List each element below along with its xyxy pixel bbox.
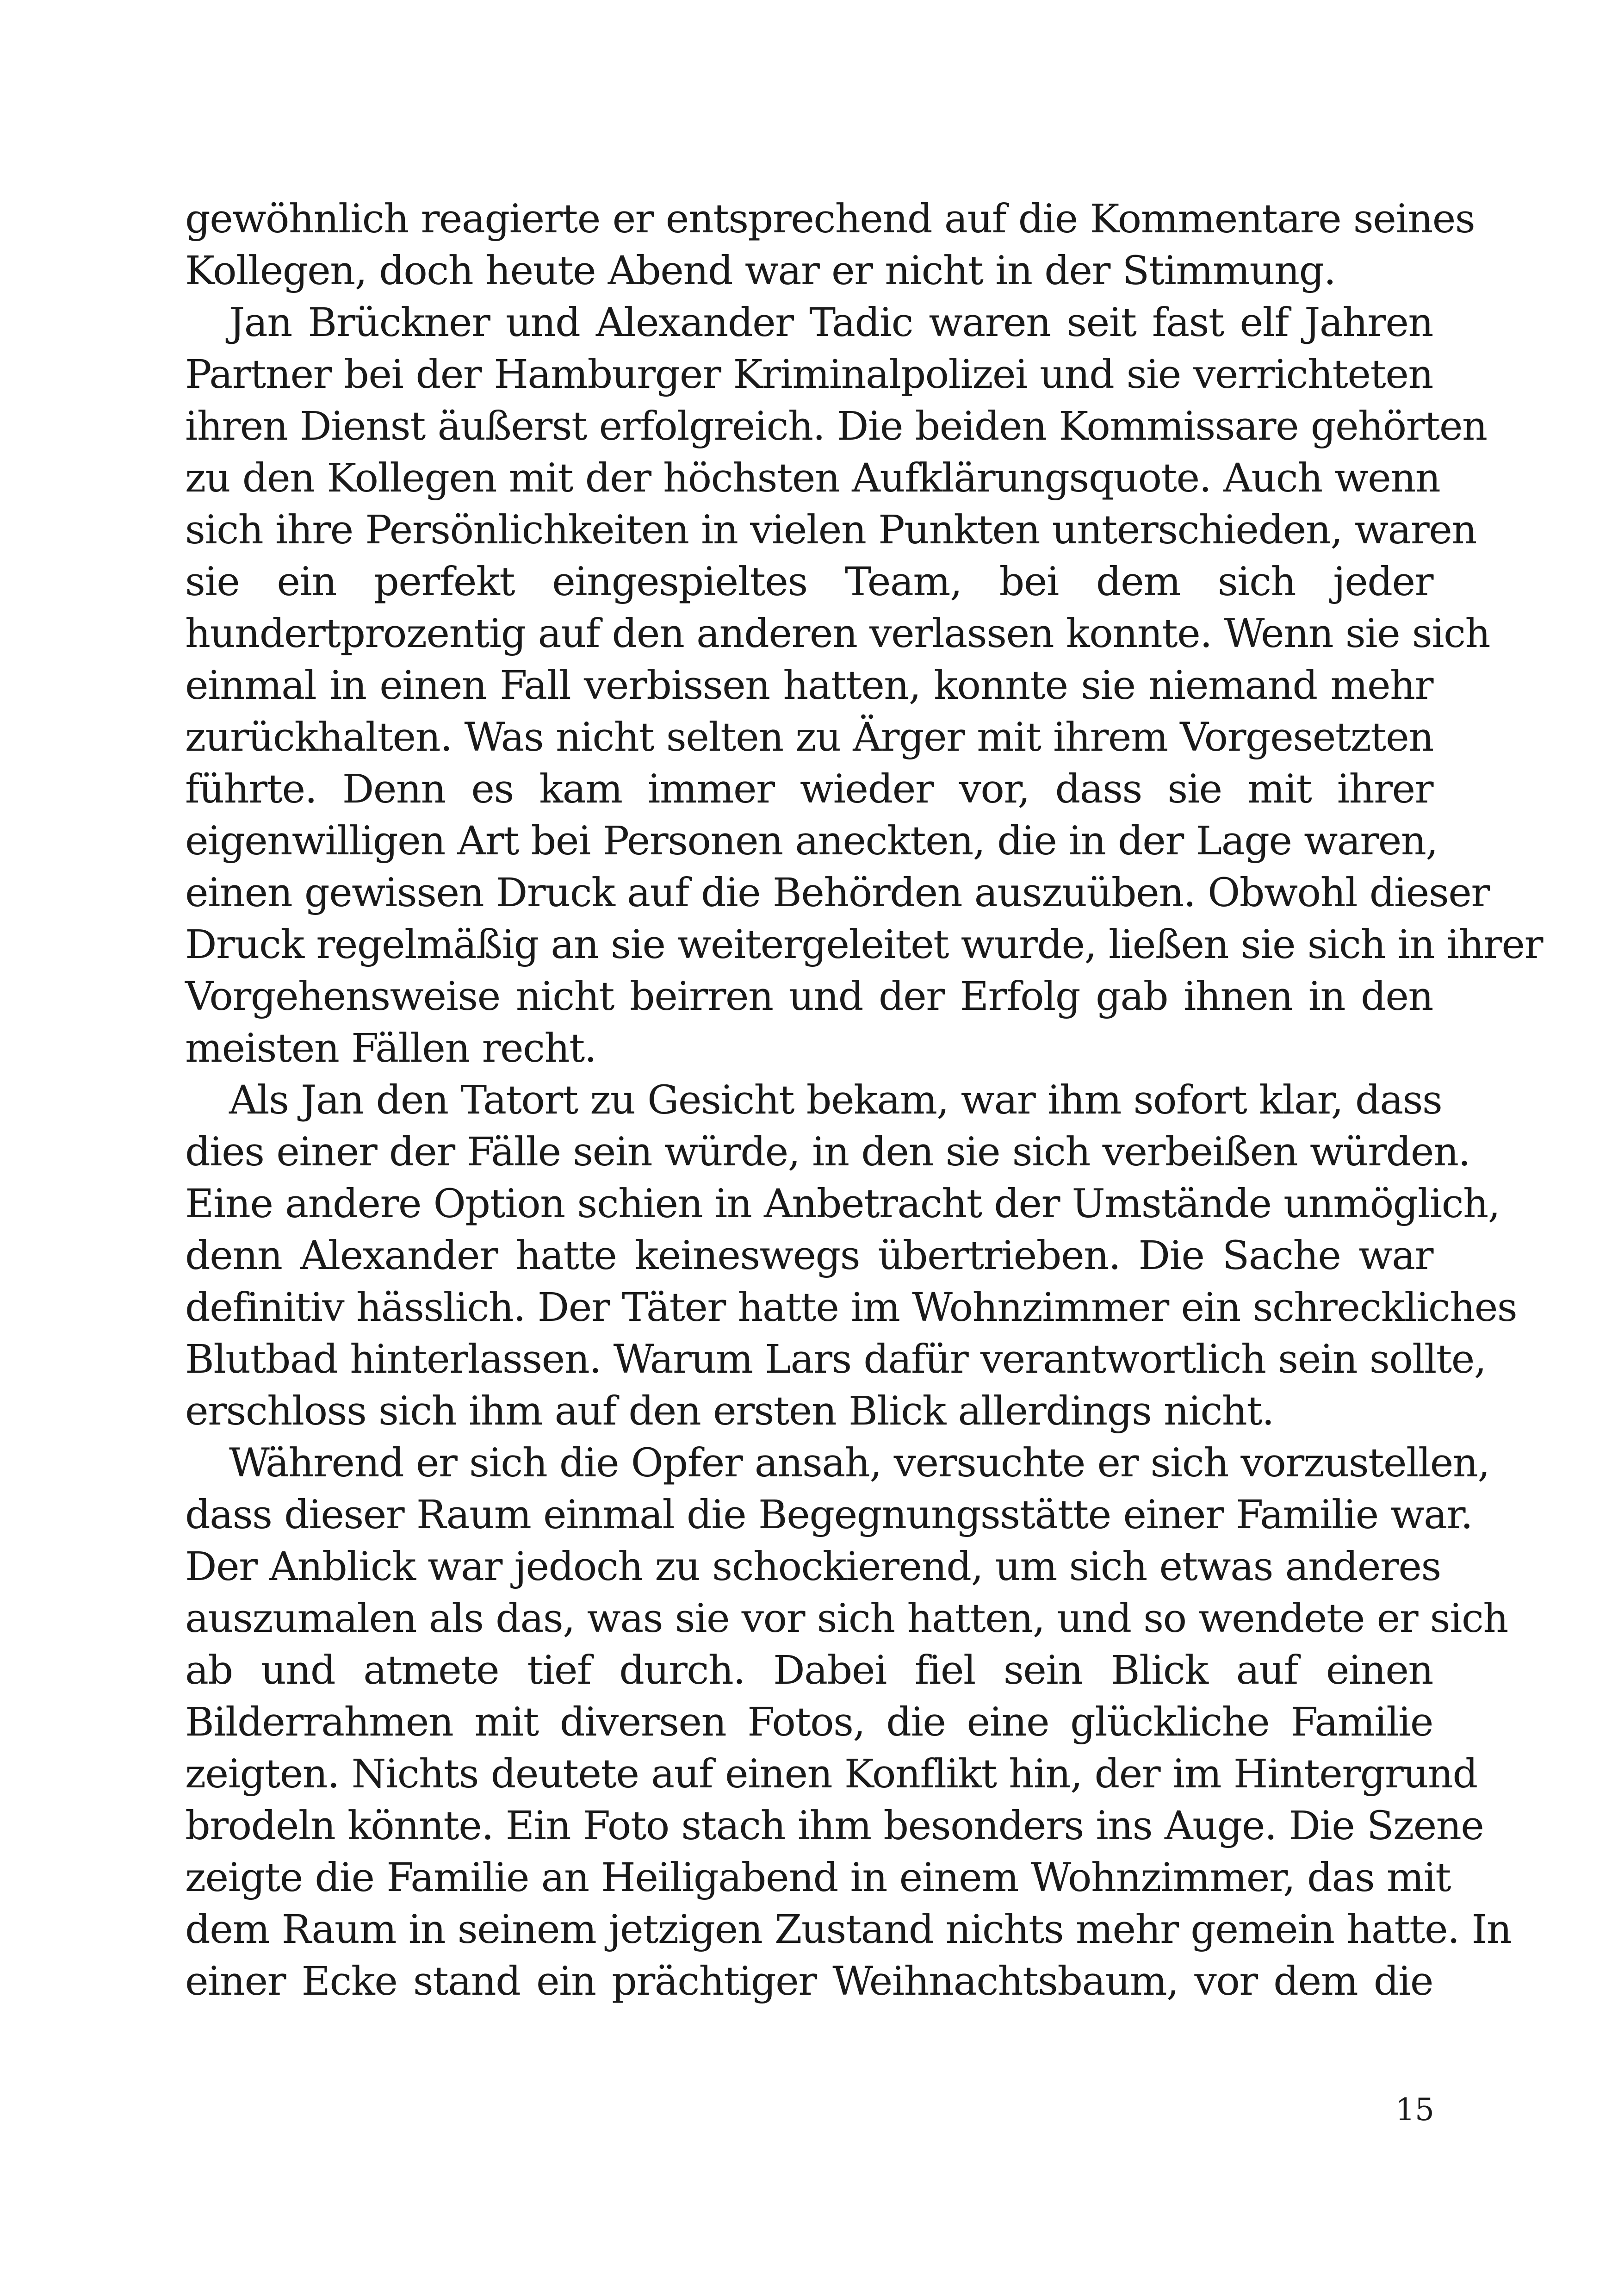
paragraph	[185, 193, 1475, 297]
text-line: eigenwilligen Art bei Personen aneckten, die in der Lage waren,	[185, 818, 1438, 864]
text-line: zurückhalten. Was nicht selten zu Ärger mit ihrem Vorgesetzten	[185, 715, 1433, 760]
book-page-body	[185, 193, 1543, 2008]
text-line: dass dieser Raum einmal die Begegnungsstätte einer Familie war.	[185, 1492, 1473, 1538]
text-line: dem Raum in seinem jetzigen Zustand nichts mehr gemein hatte. In	[185, 1907, 1512, 1953]
text-line: Bilderrahmen mit diversen Fotos, die eine glückliche Familie	[185, 1699, 1433, 1745]
text-line: erschloss sich ihm auf den ersten Blick allerdings nicht.	[185, 1388, 1274, 1434]
text-line: einer Ecke stand ein prächtiger Weihnachtsbaum, vor dem die	[185, 1959, 1433, 2004]
text-line: Vorgehensweise nicht beirren und der Erfolg gab ihnen in den	[185, 974, 1433, 1020]
text-line: meisten Fällen recht.	[185, 1026, 596, 1071]
text-line: hundertprozentig auf den anderen verlassen konnte. Wenn sie sich	[185, 611, 1490, 657]
text-line: denn Alexander hatte keineswegs übertrieben. Die Sache war	[185, 1233, 1433, 1279]
text-line: Eine andere Option schien in Anbetracht der Umstände unmöglich,	[185, 1181, 1500, 1227]
text-line: Der Anblick war jedoch zu schockierend, um sich etwas anderes	[185, 1544, 1441, 1590]
text-line: Als Jan den Tatort zu Gesicht bekam, war ihm sofort klar, dass	[229, 1077, 1442, 1123]
text-line: Jan Brückner und Alexander Tadic waren seit fast elf Jahren	[229, 300, 1433, 346]
text-line: gewöhnlich reagierte er entsprechend auf die Kommentare seines	[185, 196, 1475, 242]
text-line: Druck regelmäßig an sie weitergeleitet wurde, ließen sie sich in ihrer	[185, 922, 1543, 968]
text-line: ihren Dienst äußerst erfolgreich. Die beiden Kommissare gehörten	[185, 404, 1487, 449]
text-line: sie ein perfekt eingespieltes Team, bei dem sich jeder	[185, 559, 1433, 605]
text-line: sich ihre Persönlichkeiten in vielen Punkten unterschieden, waren	[185, 507, 1476, 553]
text-line: dies einer der Fälle sein würde, in den sie sich verbeißen würden.	[185, 1129, 1470, 1175]
paragraph	[185, 1075, 1517, 1437]
text-line: definitiv hässlich. Der Täter hatte im Wohnzimmer ein schreckliches	[185, 1285, 1517, 1331]
text-line: Partner bei der Hamburger Kriminalpolizei und sie verrichteten	[185, 352, 1433, 398]
text-line: führte. Denn es kam immer wieder vor, dass sie mit ihrer	[185, 766, 1433, 812]
text-line: brodeln könnte. Ein Foto stach ihm besonders ins Auge. Die Szene	[185, 1803, 1484, 1849]
text-line: zeigte die Familie an Heiligabend in einem Wohnzimmer, das mit	[185, 1855, 1451, 1901]
text-line: Blutbad hinterlassen. Warum Lars dafür verantwortlich sein sollte,	[185, 1337, 1486, 1382]
text-line: einmal in einen Fall verbissen hatten, konnte sie niemand mehr	[185, 663, 1433, 709]
text-line: Kollegen, doch heute Abend war er nicht in der Stimmung.	[185, 248, 1336, 294]
text-line: auszumalen als das, was sie vor sich hatten, und so wendete er sich	[185, 1596, 1508, 1642]
paragraph	[185, 1437, 1512, 2008]
text-line: zeigten. Nichts deutete auf einen Konflikt hin, der im Hintergrund	[185, 1751, 1477, 1797]
text-line: einen gewissen Druck auf die Behörden auszuüben. Obwohl dieser	[185, 870, 1489, 916]
text-line: Während er sich die Opfer ansah, versuchte er sich vorzustellen,	[229, 1440, 1490, 1486]
page-number: 15	[1395, 2092, 1434, 2128]
text-line: ab und atmete tief durch. Dabei fiel sein Blick auf einen	[185, 1648, 1433, 1693]
text-line: zu den Kollegen mit der höchsten Aufklärungsquote. Auch wenn	[185, 455, 1440, 501]
paragraph	[185, 297, 1543, 1075]
